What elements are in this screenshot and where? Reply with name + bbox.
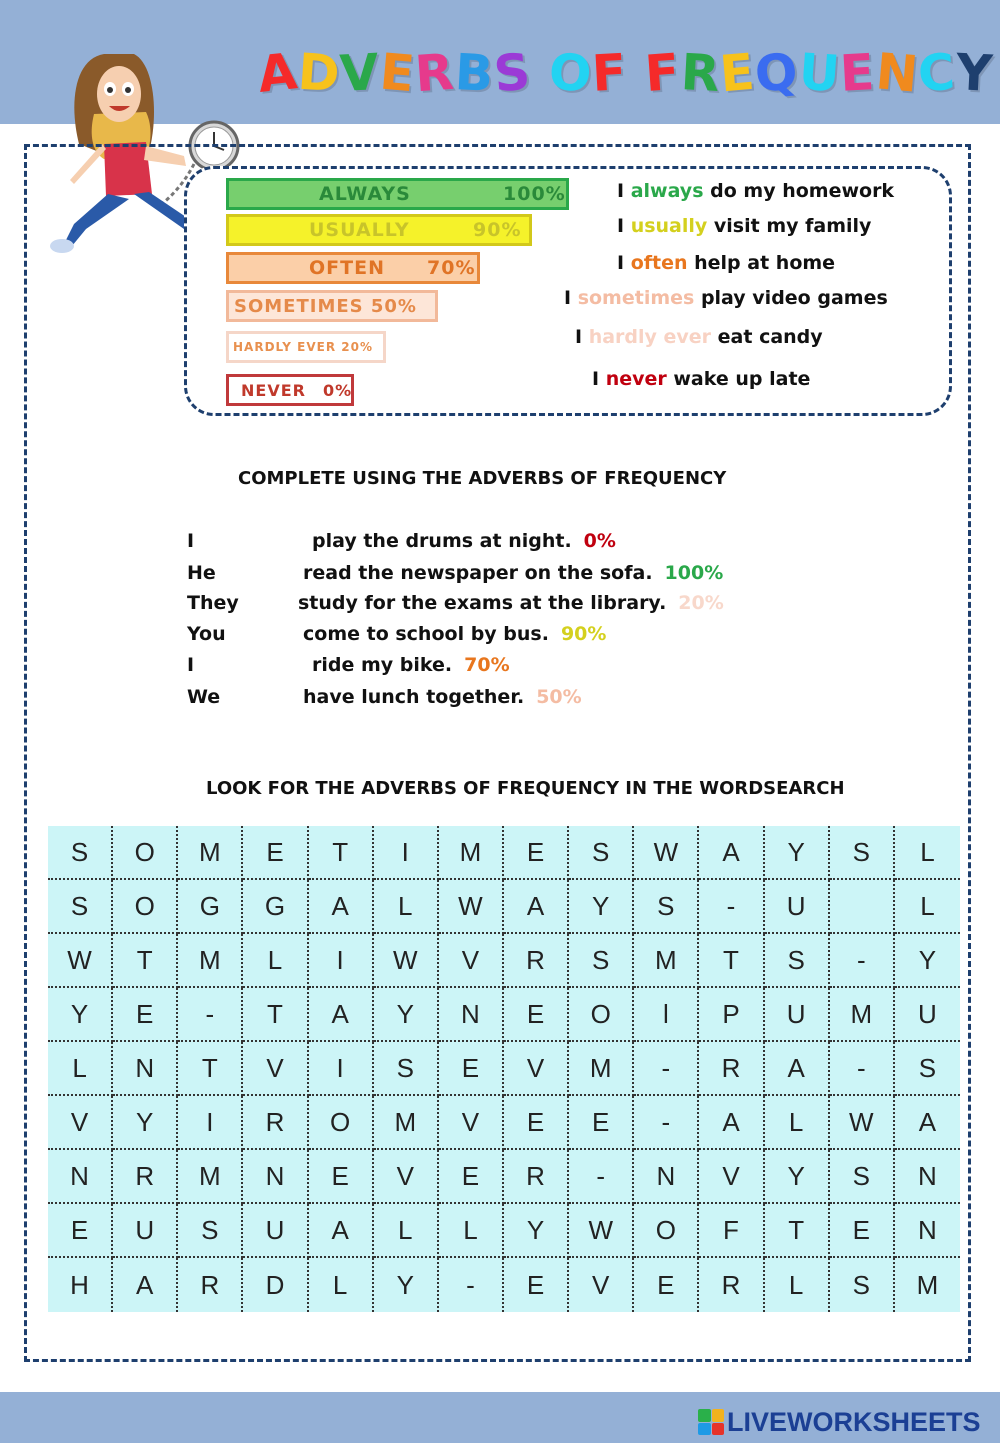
example-sentence: I often help at home (617, 252, 836, 274)
wordsearch-cell[interactable]: N (439, 988, 504, 1042)
example-sentence: I never wake up late (592, 368, 811, 390)
wordsearch-cell[interactable]: T (243, 988, 308, 1042)
wordsearch-cell[interactable]: E (439, 1042, 504, 1096)
liveworksheets-logo-icon (698, 1409, 724, 1435)
wordsearch-cell[interactable]: U (765, 988, 830, 1042)
wordsearch-cell[interactable]: V (48, 1096, 113, 1150)
wordsearch-grid (48, 826, 960, 1312)
wordsearch-heading: LOOK FOR THE ADVERBS OF FREQUENCY IN THE WORDSEARCH (206, 778, 845, 799)
wordsearch-cell[interactable]: V (439, 1096, 504, 1150)
title-letter: V (338, 43, 382, 103)
title-letter: R (413, 42, 457, 104)
wordsearch-cell[interactable]: W (48, 934, 113, 988)
wordsearch-cell[interactable]: M (916, 1269, 939, 1300)
wordsearch-cell[interactable]: A (309, 880, 374, 934)
wordsearch-cell[interactable]: - (569, 1150, 634, 1204)
wordsearch-cell[interactable]: N (895, 1204, 960, 1258)
wordsearch-cell[interactable]: l (634, 988, 699, 1042)
wordsearch-cell[interactable]: I (374, 826, 439, 880)
wordsearch-cell[interactable]: R (699, 1042, 764, 1096)
liveworksheets-logo (698, 1406, 981, 1438)
wordsearch-cell[interactable]: L (374, 1204, 439, 1258)
wordsearch-cell[interactable]: M (569, 1042, 634, 1096)
wordsearch-cell[interactable]: M (178, 934, 243, 988)
wordsearch-cell[interactable]: W (634, 826, 699, 880)
title-letter: B (453, 43, 496, 103)
title-letter: F (643, 42, 683, 104)
wordsearch-cell[interactable]: F (699, 1204, 764, 1258)
wordsearch-cell[interactable]: R (504, 1150, 569, 1204)
wordsearch-cell[interactable]: T (178, 1042, 243, 1096)
wordsearch-cell[interactable]: O (309, 1096, 374, 1150)
wordsearch-cell[interactable]: T (309, 826, 374, 880)
wordsearch-cell[interactable]: D (243, 1258, 308, 1312)
wordsearch-cell[interactable]: N (895, 1150, 960, 1204)
wordsearch-cell[interactable]: W (830, 1096, 895, 1150)
wordsearch-cell[interactable]: O (113, 826, 178, 880)
wordsearch-cell[interactable]: V (569, 1258, 634, 1312)
wordsearch-cell[interactable]: - (830, 934, 895, 988)
wordsearch-cell[interactable]: R (243, 1096, 308, 1150)
wordsearch-cell[interactable]: L (309, 1258, 374, 1312)
wordsearch-cell[interactable]: T (765, 1204, 830, 1258)
bar-label: SOMETIMES 50% (234, 295, 417, 317)
wordsearch-cell[interactable]: A (765, 1042, 830, 1096)
wordsearch-cell[interactable]: Y (374, 988, 439, 1042)
title-letter: Y (954, 43, 995, 103)
bar-percent: 0% (323, 380, 353, 400)
wordsearch-cell[interactable]: R (699, 1258, 764, 1312)
title-letter: N (873, 42, 921, 104)
bar-label: OFTEN (309, 257, 385, 279)
exercise-subject: They (187, 592, 239, 614)
exercise-percent: 70% (464, 654, 510, 676)
wordsearch-cell[interactable]: I (178, 1096, 243, 1150)
wordsearch-cell[interactable]: S (569, 934, 634, 988)
wordsearch-cell[interactable]: S (634, 880, 699, 934)
wordsearch-cell[interactable]: H (48, 1258, 113, 1312)
wordsearch-cell[interactable]: G (243, 880, 308, 934)
wordsearch-cell[interactable]: A (895, 1096, 960, 1150)
wordsearch-cell[interactable]: U (895, 988, 960, 1042)
wordsearch-cell[interactable]: O (569, 988, 634, 1042)
bar-label: NEVER (241, 380, 306, 400)
wordsearch-cell[interactable]: L (895, 880, 960, 934)
title-letter: D (295, 42, 343, 104)
exercise-sentence: ride my bike. 70% (312, 654, 510, 676)
wordsearch-cell[interactable] (830, 880, 895, 934)
wordsearch-cell[interactable]: O (634, 1204, 699, 1258)
wordsearch-cell[interactable]: E (504, 826, 569, 880)
bar-never (226, 374, 354, 406)
wordsearch-cell[interactable]: L (765, 1258, 830, 1312)
exercise-sentence: play the drums at night. 0% (312, 530, 616, 552)
example-sentence: I hardly ever eat candy (575, 326, 823, 348)
exercise-subject: I (187, 654, 195, 676)
title-letter: U (796, 42, 843, 104)
exercise-sentence: come to school by bus. 90% (303, 623, 607, 645)
wordsearch-cell[interactable]: U (113, 1204, 178, 1258)
wordsearch-cell[interactable]: M (374, 1096, 439, 1150)
wordsearch-cell[interactable]: A (699, 1096, 764, 1150)
wordsearch-cell[interactable]: S (830, 826, 895, 880)
wordsearch-cell[interactable]: S (765, 934, 830, 988)
wordsearch-cell[interactable]: M (634, 934, 699, 988)
wordsearch-cell[interactable]: U (243, 1204, 308, 1258)
wordsearch-cell[interactable]: S (48, 880, 113, 934)
wordsearch-cell[interactable]: E (48, 1204, 113, 1258)
bar-usually (226, 214, 532, 246)
title-letter: F (590, 43, 629, 103)
wordsearch-cell[interactable]: A (309, 1204, 374, 1258)
wordsearch-cell[interactable]: E (569, 1096, 634, 1150)
exercise-subject: I (187, 530, 195, 552)
wordsearch-cell[interactable]: O (113, 880, 178, 934)
bar-often (226, 252, 480, 284)
wordsearch-cell[interactable]: A (309, 988, 374, 1042)
wordsearch-cell[interactable]: S (830, 1258, 895, 1312)
bar-always (226, 178, 569, 210)
example-sentence: I sometimes play video games (564, 287, 888, 309)
wordsearch-cell[interactable]: W (439, 880, 504, 934)
wordsearch-cell[interactable]: E (439, 1150, 504, 1204)
wordsearch-cell[interactable]: M (178, 1150, 243, 1204)
example-sentence: I always do my homework (617, 180, 895, 202)
wordsearch-cell[interactable]: A (699, 826, 764, 880)
wordsearch-cell[interactable]: E (504, 1096, 569, 1150)
wordsearch-cell[interactable]: - (699, 880, 764, 934)
wordsearch-cell[interactable]: - (439, 1258, 504, 1312)
wordsearch-cell[interactable]: I (309, 1042, 374, 1096)
wordsearch-cell[interactable]: A (504, 880, 569, 934)
exercise-sentence: read the newspaper on the sofa. 100% (303, 562, 724, 584)
wordsearch-cell[interactable]: S (569, 826, 634, 880)
wordsearch-cell[interactable]: Y (48, 988, 113, 1042)
wordsearch-cell[interactable]: S (374, 1042, 439, 1096)
wordsearch-cell[interactable]: E (504, 1258, 569, 1312)
wordsearch-cell[interactable]: V (504, 1042, 569, 1096)
exercise-percent: 50% (536, 686, 582, 708)
exercise-subject: We (187, 686, 221, 708)
title-letter: E (717, 42, 758, 104)
wordsearch-cell[interactable]: P (699, 988, 764, 1042)
wordsearch-cell[interactable]: R (113, 1150, 178, 1204)
wordsearch-cell[interactable]: S (830, 1150, 895, 1204)
wordsearch-cell[interactable]: R (504, 934, 569, 988)
wordsearch-cell[interactable]: W (569, 1204, 634, 1258)
wordsearch-cell[interactable]: M (830, 988, 895, 1042)
wordsearch-cell[interactable]: V (243, 1042, 308, 1096)
wordsearch-cell[interactable]: M (178, 826, 243, 880)
wordsearch-cell[interactable]: - (634, 1096, 699, 1150)
bar-label: HARDLY EVER 20% (233, 340, 373, 354)
wordsearch-cell[interactable]: V (699, 1150, 764, 1204)
title-letter: E (377, 42, 418, 104)
exercise-sentence: have lunch together. 50% (303, 686, 582, 708)
title-letter: Q (752, 41, 802, 105)
wordsearch-cell[interactable]: N (48, 1150, 113, 1204)
wordsearch-cell[interactable]: A (113, 1258, 178, 1312)
logo-text: LIVEWORKSHEETS (727, 1406, 981, 1437)
exercise-subject: You (187, 623, 226, 645)
title-letter: E (838, 43, 878, 103)
wordsearch-cell[interactable]: U (765, 880, 830, 934)
bar-percent: 100% (503, 183, 566, 205)
wordsearch-cell[interactable]: N (113, 1042, 178, 1096)
wordsearch-cell[interactable]: - (178, 988, 243, 1042)
bar-hardly-ever (226, 331, 386, 363)
wordsearch-cell[interactable]: Y (895, 934, 960, 988)
wordsearch-cell[interactable]: Y (374, 1258, 439, 1312)
wordsearch-cell[interactable]: G (178, 880, 243, 934)
wordsearch-cell[interactable]: I (309, 934, 374, 988)
exercise-percent: 90% (560, 623, 607, 645)
wordsearch-cell[interactable]: E (309, 1150, 374, 1204)
wordsearch-cell[interactable]: L (374, 880, 439, 934)
exercise-sentence: study for the exams at the library. 20% (298, 592, 724, 614)
bar-label: USUALLY (309, 219, 410, 241)
exercise-percent: 100% (664, 562, 724, 584)
bar-label: ALWAYS (319, 183, 411, 205)
bar-percent: 70% (427, 257, 476, 279)
bar-percent: 90% (473, 219, 522, 241)
title-letter: R (679, 43, 722, 103)
wordsearch-cell[interactable]: L (48, 1042, 113, 1096)
bar-sometimes (226, 290, 438, 322)
wordsearch-cell[interactable]: E (634, 1258, 699, 1312)
title-letter: O (546, 42, 595, 104)
wordsearch-cell[interactable]: - (634, 1042, 699, 1096)
wordsearch-cell[interactable]: N (243, 1150, 308, 1204)
exercise-subject: He (187, 562, 216, 584)
wordsearch-cell[interactable]: - (830, 1042, 895, 1096)
title-letter: C (916, 42, 959, 104)
exercise-percent: 20% (678, 592, 724, 614)
wordsearch-cell[interactable]: S (48, 826, 113, 880)
wordsearch-cell[interactable]: E (243, 826, 308, 880)
wordsearch-cell[interactable]: T (699, 934, 764, 988)
wordsearch-cell[interactable]: N (634, 1150, 699, 1204)
wordsearch-cell[interactable]: T (113, 934, 178, 988)
wordsearch-cell[interactable]: S (178, 1204, 243, 1258)
wordsearch-cell[interactable]: M (439, 826, 504, 880)
example-sentence: I usually visit my family (617, 215, 872, 237)
wordsearch-cell[interactable]: Y (765, 1150, 830, 1204)
exercise-percent: 0% (583, 530, 616, 552)
wordsearch-cell[interactable]: L (243, 934, 308, 988)
wordsearch-cell[interactable]: E (113, 988, 178, 1042)
wordsearch-cell[interactable]: R (178, 1258, 243, 1312)
title-letter: S (491, 42, 534, 104)
wordsearch-cell[interactable]: S (895, 1042, 960, 1096)
title-letter: A (255, 42, 301, 104)
wordsearch-cell[interactable]: L (439, 1204, 504, 1258)
page-title (255, 28, 995, 105)
wordsearch-cell[interactable]: L (895, 826, 960, 880)
wordsearch-cell[interactable]: Y (765, 826, 830, 880)
wordsearch-cell[interactable]: L (765, 1096, 830, 1150)
wordsearch-cell[interactable]: Y (569, 880, 634, 934)
wordsearch-cell[interactable]: V (374, 1150, 439, 1204)
wordsearch-cell[interactable]: E (830, 1204, 895, 1258)
wordsearch-cell[interactable]: Y (504, 1204, 569, 1258)
wordsearch-cell[interactable]: Y (113, 1096, 178, 1150)
wordsearch-cell[interactable]: V (439, 934, 504, 988)
complete-heading: COMPLETE USING THE ADVERBS OF FREQUENCY (238, 468, 727, 489)
wordsearch-cell[interactable]: W (374, 934, 439, 988)
wordsearch-cell[interactable]: E (504, 988, 569, 1042)
